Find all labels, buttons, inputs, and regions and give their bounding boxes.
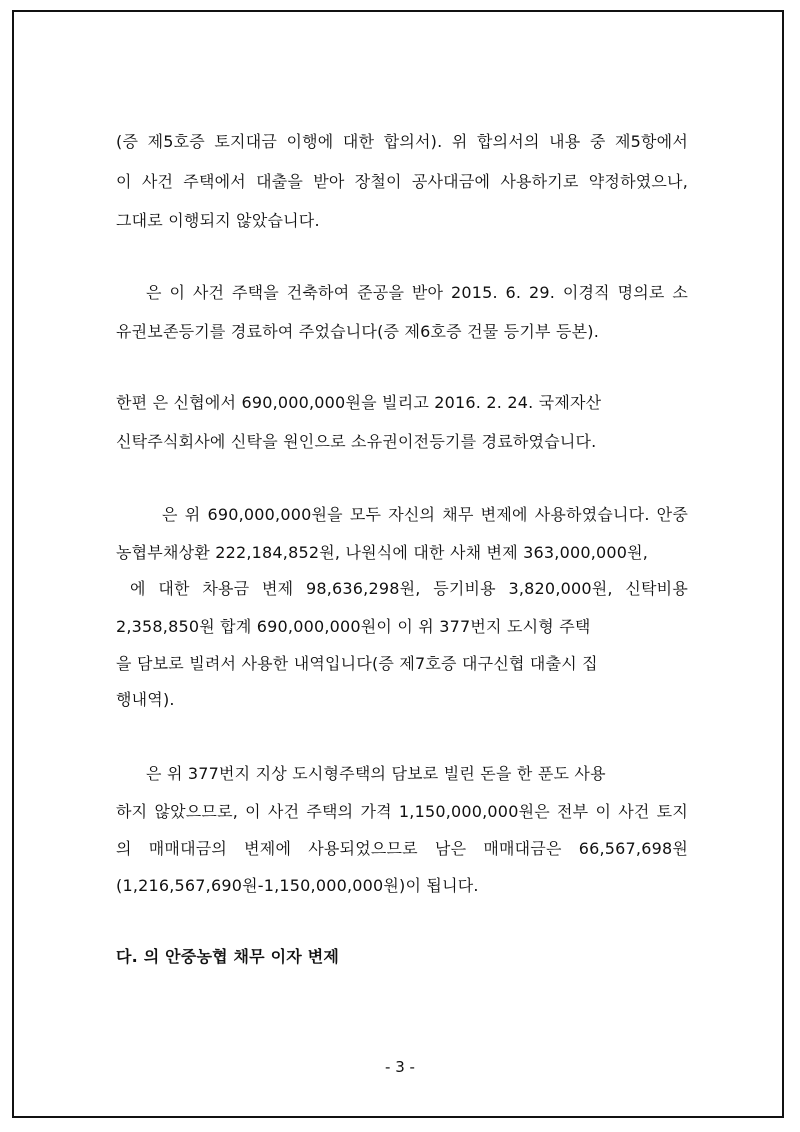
- page-number: - 3 -: [385, 1058, 415, 1076]
- paragraph-5-line-3: 의 매매대금의 변제에 사용되었으므로 남은 매매대금은 66,567,698원: [116, 839, 688, 858]
- paragraph-2-line-2: 유권보존등기를 경료하여 주었습니다(증 제6호증 건물 등기부 등본).: [116, 322, 599, 341]
- paragraph-4-line-1: 은 위 690,000,000원을 모두 자신의 채무 변제에 사용하였습니다. 안중: [162, 505, 688, 524]
- paragraph-4-line-6: 행내역).: [116, 690, 175, 709]
- paragraph-5-line-1: 은 위 377번지 지상 도시형주택의 담보로 빌린 돈을 한 푼도 사용: [146, 764, 606, 783]
- paragraph-4-line-5: 을 담보로 빌려서 사용한 내역입니다(증 제7호증 대구신협 대출시 집: [116, 654, 598, 673]
- section-heading: 다. 의 안중농협 채무 이자 변제: [116, 947, 340, 966]
- paragraph-3-line-1: 한편 은 신협에서 690,000,000원을 빌리고 2016. 2. 24. 국제자산: [116, 393, 602, 412]
- paragraph-1-line-1: (증 제5호증 토지대금 이행에 대한 합의서). 위 합의서의 내용 중 제5항에서: [116, 132, 688, 151]
- paragraph-1-line-2: 이 사건 주택에서 대출을 받아 장철이 공사대금에 사용하기로 약정하였으나,: [116, 172, 688, 191]
- paragraph-4-line-4: 2,358,850원 합계 690,000,000원이 이 위 377번지 도시형 주택: [116, 617, 591, 636]
- paragraph-4-line-3: 에 대한 차용금 변제 98,636,298원, 등기비용 3,820,000원, 신탁비용: [130, 579, 688, 598]
- paragraph-1-line-3: 그대로 이행되지 않았습니다.: [116, 211, 320, 230]
- paragraph-3-line-2: 신탁주식회사에 신탁을 원인으로 소유권이전등기를 경료하였습니다.: [116, 432, 597, 451]
- paragraph-2-line-1: 은 이 사건 주택을 건축하여 준공을 받아 2015. 6. 29. 이경직 명의로 소: [146, 283, 688, 302]
- paragraph-4-line-2: 농협부채상환 222,184,852원, 나원식에 대한 사채 변제 363,000,000원,: [116, 543, 649, 562]
- paragraph-5-line-2: 하지 않았으므로, 이 사건 주택의 가격 1,150,000,000원은 전부 이 사건 토지: [116, 802, 688, 821]
- paragraph-5-line-4: (1,216,567,690원-1,150,000,000원)이 됩니다.: [116, 876, 479, 895]
